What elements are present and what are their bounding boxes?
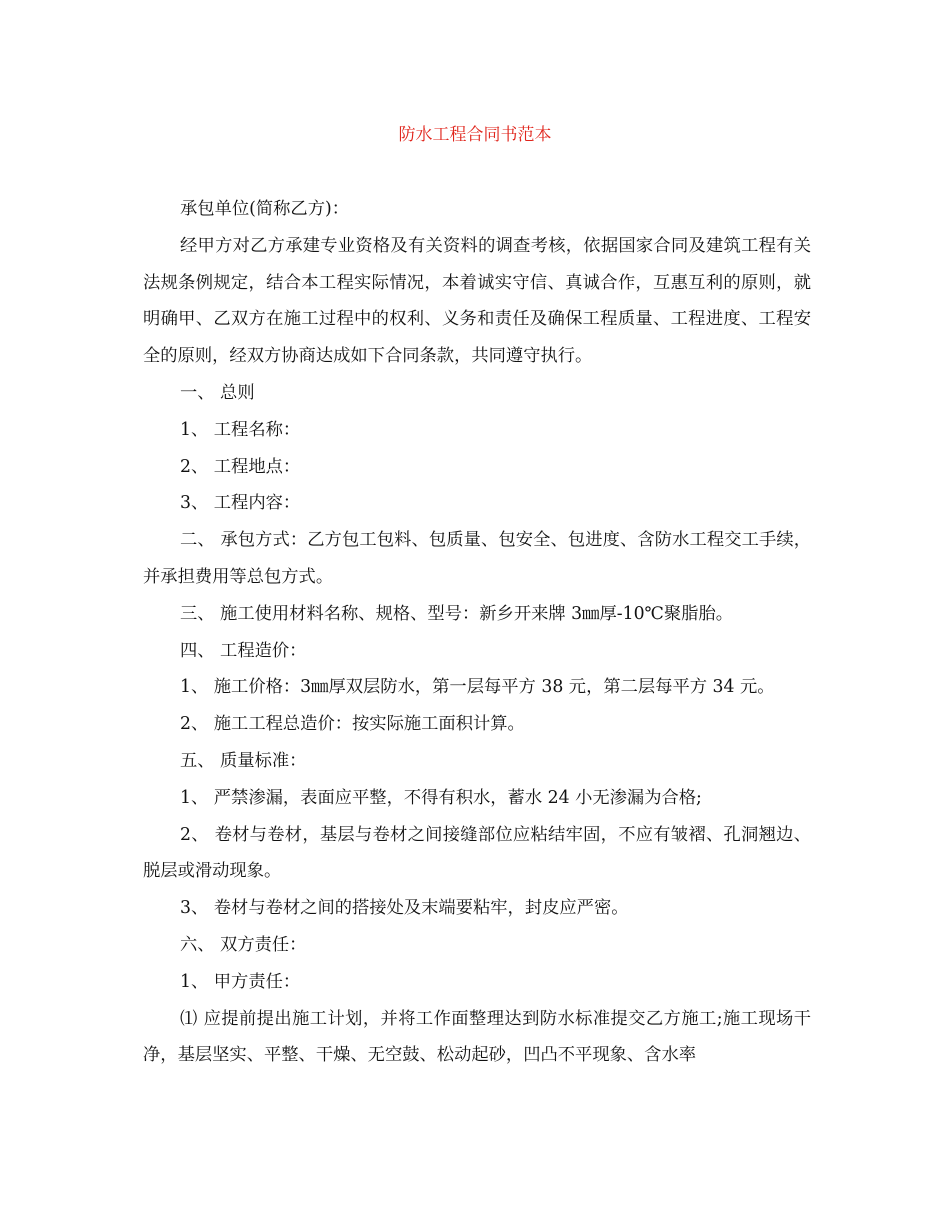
section-heading-cost: 四、 工程造价： (180, 640, 307, 661)
item-party-a-clause-1: ⑴ 应提前提出施工计划，并将工作面整理达到防水标准提交乙方施工;施工现场干净，基层坚实、平整、干燥、无空鼓、松动起砂，凹凸不平现象、含水率 (143, 1008, 811, 1066)
section-heading-quality: 五、 质量标准： (180, 750, 307, 771)
item-total-cost: 2、 施工工程总造价：按实际施工面积计算。 (180, 714, 525, 735)
item-project-location: 2、 工程地点： (180, 456, 301, 477)
item-project-name: 1、 工程名称： (180, 419, 301, 440)
item-quality-1: 1、 严禁渗漏，表面应平整，不得有积水，蓄水 24 小无渗漏为合格; (180, 787, 702, 808)
item-project-content: 3、 工程内容： (180, 493, 301, 514)
paragraph-preamble: 经甲方对乙方承建专业资格及有关资料的调查考核，依据国家合同及建筑工程有关法规条例规定，结合本工程实际情况，本着诚实守信、真诚合作，互惠互利的原则，就明确甲、乙双方在施工过程中的权利、义务和责任及确保工程质量、工程进度、工程安全的原则，经双方协商达成如下合同条款，共同遵守执行。 (143, 235, 811, 367)
paragraph-contractor: 承包单位(简称乙方)： (180, 199, 350, 219)
document-body (143, 191, 811, 1074)
item-party-a-responsibility: 1、 甲方责任： (180, 971, 301, 992)
section-heading-general: 一、 总则 (180, 382, 255, 403)
section-heading-responsibilities: 六、 双方责任： (180, 934, 307, 955)
item-unit-price: 1、 施工价格：3㎜厚双层防水，第一层每平方 38 元，第二层每平方 34 元。 (180, 677, 775, 698)
section-contract-method: 二、 承包方式：乙方包工包料、包质量、包安全、包进度、含防水工程交工手续，并承担费用等总包方式。 (143, 530, 811, 587)
document-title: 防水工程合同书范本 (398, 125, 552, 145)
section-materials: 三、 施工使用材料名称、规格、型号：新乡开来牌 3㎜厚-10℃聚脂胎。 (180, 603, 734, 624)
item-quality-3: 3、 卷材与卷材之间的搭接处及末端要粘牢，封皮应严密。 (180, 898, 629, 919)
item-quality-2: 2、 卷材与卷材，基层与卷材之间接缝部位应粘结牢固，不应有皱褶、孔洞翘边、脱层或滑动现象。 (143, 824, 811, 882)
